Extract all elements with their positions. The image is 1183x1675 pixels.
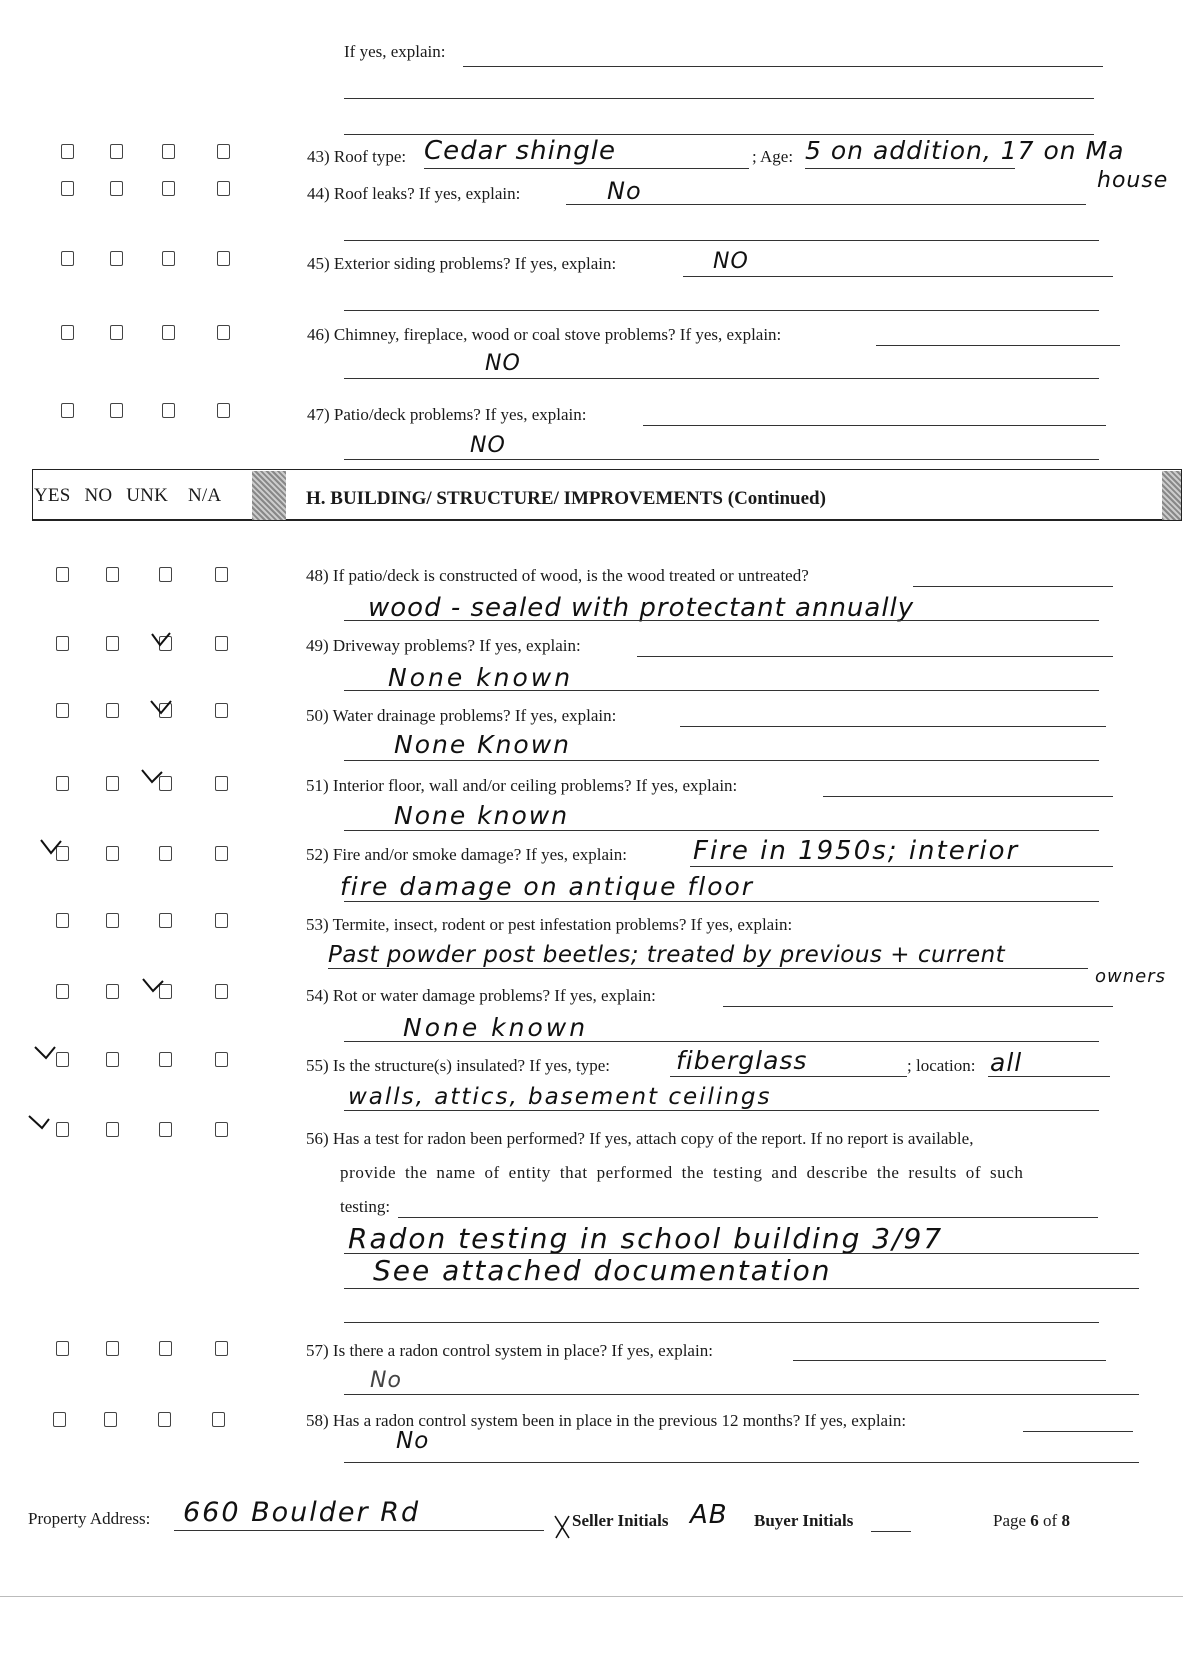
q57-na-checkbox[interactable] [215, 1341, 228, 1356]
q57-answer: No [370, 1368, 402, 1393]
q50-unk-checkmark-icon [150, 698, 172, 718]
q52-unk-checkbox[interactable] [159, 846, 172, 861]
q47-answer: NO [470, 433, 506, 458]
answer-line [344, 690, 1099, 691]
q43-yes-checkbox[interactable] [61, 144, 74, 159]
q56-answer2: See attached documentation [373, 1254, 832, 1287]
q54-label: 54) Rot or water damage problems? If yes, explain: [306, 986, 656, 1005]
q55-yes-checkbox[interactable] [56, 1052, 69, 1067]
page-mid: of [1038, 1511, 1062, 1530]
answer-line [805, 168, 1015, 169]
answer-line [344, 1110, 1099, 1111]
q56-unk-checkbox[interactable] [159, 1122, 172, 1137]
q48-answer: wood - sealed with protectant annually [368, 593, 915, 623]
q53-unk-checkbox[interactable] [159, 913, 172, 928]
q54-na-checkbox[interactable] [215, 984, 228, 999]
q56-answer: Radon testing in school building 3/97 [348, 1222, 944, 1255]
explain-line [344, 98, 1094, 99]
q53-na-checkbox[interactable] [215, 913, 228, 928]
q46-unk-checkbox[interactable] [162, 325, 175, 340]
q49-no-checkbox[interactable] [106, 636, 119, 651]
q57-no-checkbox[interactable] [106, 1341, 119, 1356]
seller-initials-label: Seller Initials [572, 1511, 669, 1530]
property-address-value: 660 Boulder Rd [183, 1497, 421, 1528]
answer-line [344, 1462, 1139, 1463]
answer-line [1023, 1431, 1133, 1432]
q56-line3: testing: [340, 1197, 391, 1216]
q45-na-checkbox[interactable] [217, 251, 230, 266]
q58-label: 58) Has a radon control system been in place in the previous 12 months? If yes, explain: [306, 1411, 907, 1430]
q56-line2: provide the name of entity that performed the testing and describe the results of such [340, 1163, 1024, 1182]
section-title: H. BUILDING/ STRUCTURE/ IMPROVEMENTS (Continued) [306, 488, 826, 509]
answer-line [344, 901, 1099, 902]
q45-label: 45) Exterior siding problems? If yes, explain: [307, 254, 617, 273]
q44-answer: No [607, 177, 642, 205]
q57-unk-checkbox[interactable] [159, 1341, 172, 1356]
q48-na-checkbox[interactable] [215, 567, 228, 582]
q56-yes-checkmark-icon [24, 1113, 54, 1133]
q43-label: 43) Roof type: [307, 147, 407, 166]
answer-line [344, 310, 1099, 311]
q45-unk-checkbox[interactable] [162, 251, 175, 266]
header-shade-left [252, 471, 286, 520]
answer-line [344, 830, 1099, 831]
q56-line1: 56) Has a test for radon been performed? If yes, attach copy of the report. If no report is available, [306, 1129, 974, 1148]
q55-yes-checkmark-icon [34, 1043, 56, 1063]
q45-answer: NO [713, 249, 749, 274]
col-yes: YES [34, 485, 71, 506]
q50-label: 50) Water drainage problems? If yes, explain: [306, 706, 617, 725]
q56-no-checkbox[interactable] [106, 1122, 119, 1137]
col-unk: UNK [126, 485, 169, 506]
col-no: NO [84, 485, 113, 506]
q48-unk-checkbox[interactable] [159, 567, 172, 582]
q52-label: 52) Fire and/or smoke damage? If yes, explain: [306, 845, 628, 864]
answer-line [637, 656, 1113, 657]
q55-location-label: ; location: [907, 1056, 976, 1075]
q58-answer: No [396, 1428, 430, 1454]
answer-line [913, 586, 1113, 587]
explain-line [344, 134, 1094, 135]
q55-label: 55) Is the structure(s) insulated? If yes, type: [306, 1056, 611, 1075]
q50-yes-checkbox[interactable] [56, 703, 69, 718]
q50-na-checkbox[interactable] [215, 703, 228, 718]
q44-no-checkbox[interactable] [110, 181, 123, 196]
q48-label: 48) If patio/deck is constructed of wood, is the wood treated or untreated? [306, 566, 809, 585]
q55-type-answer: fiberglass [676, 1046, 808, 1075]
q51-label: 51) Interior floor, wall and/or ceiling problems? If yes, explain: [306, 776, 738, 795]
q53-yes-checkbox[interactable] [56, 913, 69, 928]
q46-answer: NO [485, 351, 521, 376]
q48-no-checkbox[interactable] [106, 567, 119, 582]
page-number [993, 1511, 1070, 1531]
q43-roof-type-answer: Cedar shingle [424, 136, 616, 166]
answer-line [344, 760, 1099, 761]
buyer-initials-line [871, 1531, 911, 1532]
answer-line [723, 1006, 1113, 1007]
q58-unk-checkbox[interactable] [158, 1412, 171, 1427]
answer-line [424, 168, 749, 169]
q57-yes-checkbox[interactable] [56, 1341, 69, 1356]
q58-yes-checkbox[interactable] [53, 1412, 66, 1427]
q49-answer: None known [388, 663, 574, 692]
q52-answer2: fire damage on antique floor [340, 872, 755, 901]
answer-line [793, 1360, 1106, 1361]
answer-line [988, 1076, 1110, 1077]
answer-line [344, 378, 1099, 379]
q49-na-checkbox[interactable] [215, 636, 228, 651]
address-line [174, 1530, 544, 1531]
q44-label: 44) Roof leaks? If yes, explain: [307, 184, 521, 203]
answer-line [680, 726, 1106, 727]
q54-unk-checkmark-icon [142, 977, 164, 997]
q52-no-checkbox[interactable] [106, 846, 119, 861]
q53-label: 53) Termite, insect, rodent or pest infestation problems? If yes, explain: [306, 915, 793, 934]
q43-age-label: ; Age: [752, 147, 794, 166]
q47-na-checkbox[interactable] [217, 403, 230, 418]
q54-yes-checkbox[interactable] [56, 984, 69, 999]
q56-na-checkbox[interactable] [215, 1122, 228, 1137]
q54-answer: None known [403, 1013, 589, 1042]
page-current: 6 [1030, 1511, 1039, 1530]
q55-unk-checkbox[interactable] [159, 1052, 172, 1067]
q43-no-checkbox[interactable] [110, 144, 123, 159]
q49-label: 49) Driveway problems? If yes, explain: [306, 636, 581, 655]
q57-label: 57) Is there a radon control system in place? If yes, explain: [306, 1341, 713, 1360]
q43-age-answer-cont: house [1097, 168, 1169, 193]
page-total: 8 [1061, 1511, 1070, 1530]
q58-no-checkbox[interactable] [104, 1412, 117, 1427]
if-yes-explain-label: If yes, explain: [344, 42, 446, 61]
q43-na-checkbox[interactable] [217, 144, 230, 159]
scan-edge-line [0, 1596, 1183, 1597]
q51-no-checkbox[interactable] [106, 776, 119, 791]
q52-answer: Fire in 1950s; interior [693, 836, 1020, 866]
column-headers [34, 485, 221, 507]
seller-initials-value: AB [690, 1500, 728, 1530]
answer-line [566, 204, 1086, 205]
q46-label: 46) Chimney, fireplace, wood or coal stove problems? If yes, explain: [307, 325, 782, 344]
q43-unk-checkbox[interactable] [162, 144, 175, 159]
q50-answer: None Known [394, 730, 571, 759]
q44-na-checkbox[interactable] [217, 181, 230, 196]
q49-yes-checkbox[interactable] [56, 636, 69, 651]
answer-line [690, 866, 1113, 867]
q51-answer: None known [394, 801, 570, 830]
answer-line [344, 459, 1099, 460]
q47-yes-checkbox[interactable] [61, 403, 74, 418]
q54-no-checkbox[interactable] [106, 984, 119, 999]
q47-label: 47) Patio/deck problems? If yes, explain: [307, 405, 587, 424]
q52-yes-checkmark-icon [40, 838, 62, 858]
q53-answer-cont: owners [1095, 966, 1166, 987]
answer-line [344, 620, 1099, 621]
page-prefix: Page [993, 1511, 1031, 1530]
q47-no-checkbox[interactable] [110, 403, 123, 418]
q45-no-checkbox[interactable] [110, 251, 123, 266]
q55-no-checkbox[interactable] [106, 1052, 119, 1067]
q46-na-checkbox[interactable] [217, 325, 230, 340]
answer-line [643, 425, 1106, 426]
q53-answer: Past powder post beetles; treated by previous + current [328, 942, 1006, 968]
q51-unk-checkmark-icon [141, 768, 163, 788]
q52-na-checkbox[interactable] [215, 846, 228, 861]
buyer-initials-label: Buyer Initials [754, 1511, 854, 1530]
q47-unk-checkbox[interactable] [162, 403, 175, 418]
answer-line [876, 345, 1120, 346]
q44-yes-checkbox[interactable] [61, 181, 74, 196]
header-shade-right [1162, 471, 1181, 520]
property-address-label: Property Address: [28, 1509, 151, 1528]
q46-yes-checkbox[interactable] [61, 325, 74, 340]
answer-line [344, 240, 1099, 241]
answer-line [398, 1217, 1098, 1218]
answer-line [670, 1076, 907, 1077]
q56-yes-checkbox[interactable] [56, 1122, 69, 1137]
x-mark-icon [553, 1514, 571, 1540]
q48-yes-checkbox[interactable] [56, 567, 69, 582]
answer-line [344, 1288, 1139, 1289]
explain-line [463, 66, 1103, 67]
answer-line [344, 1394, 1139, 1395]
answer-line [683, 276, 1113, 277]
q55-answer2: walls, attics, basement ceilings [348, 1084, 772, 1110]
q55-na-checkbox[interactable] [215, 1052, 228, 1067]
q55-location-answer: all [990, 1048, 1023, 1077]
q51-yes-checkbox[interactable] [56, 776, 69, 791]
answer-line [344, 1322, 1099, 1323]
q58-na-checkbox[interactable] [212, 1412, 225, 1427]
answer-line [344, 1041, 1099, 1042]
q43-age-answer: 5 on addition, 17 on Ma [805, 136, 1125, 165]
answer-line [328, 968, 1088, 969]
q51-na-checkbox[interactable] [215, 776, 228, 791]
q50-no-checkbox[interactable] [106, 703, 119, 718]
q53-no-checkbox[interactable] [106, 913, 119, 928]
q49-unk-checkmark-icon [150, 631, 172, 651]
q46-no-checkbox[interactable] [110, 325, 123, 340]
q45-yes-checkbox[interactable] [61, 251, 74, 266]
col-na: N/A [187, 485, 222, 506]
q44-unk-checkbox[interactable] [162, 181, 175, 196]
answer-line [823, 796, 1113, 797]
